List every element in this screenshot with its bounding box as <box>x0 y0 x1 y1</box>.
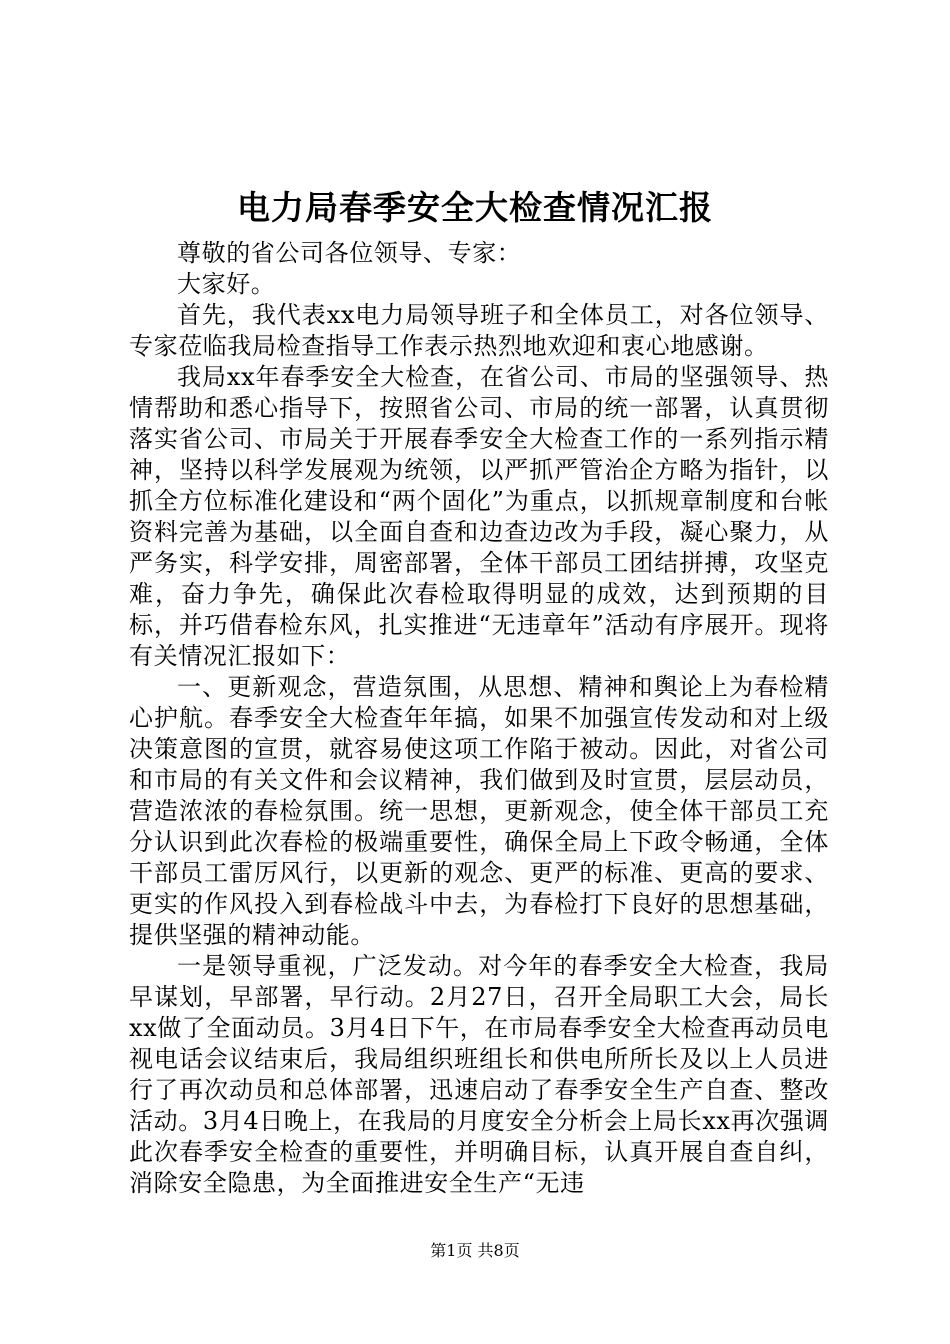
paragraph-section-one: 一、更新观念，营造氛围，从思想、精神和舆论上为春检精心护航。春季安全大检查年年搞，如果不加强宣传发动和对上级决策意图的宣贯，就容易使这项工作陷于被动。因此，对省公司和市局的有关文件和会议精神，我们做到及时宣贯，层层动员，营造浓浓的春检氛围。统一思想，更新观念，使全体干部员工充分认识到此次春检的极端重要性，确保全局上下政令畅通，全体干部员工雷厉风行，以更新的观念、更严的标准、更高的要求、更实的作风投入到春检战斗中去，为春检打下良好的思想基础，提供坚强的精神动能。 <box>129 673 829 949</box>
page-footer: 第1页 共8页 <box>430 1241 520 1260</box>
paragraph-greeting: 大家好。 <box>177 270 276 298</box>
document-body <box>129 238 829 1199</box>
paragraph-leadership: 一是领导重视，广泛发动。对今年的春季安全大检查，我局早谋划，早部署，早行动。2月27日，召开全局职工大会，局长xx做了全面动员。3月4日下午，在市局春季安全大检查再动员电视电话会议结束后，我局组织班组长和供电所所长及以上人员进行了再次动员和总体部署，迅速启动了春季安全生产自查、整改活动。3月4日晚上，在我局的月度安全分析会上局长xx再次强调此次春季安全检查的重要性，并明确目标，认真开展自查自纠，消除安全隐患，为全面推进安全生产“无违 <box>129 952 829 1197</box>
paragraph-overview: 我局xx年春季安全大检查，在省公司、市局的坚强领导、热情帮助和悉心指导下，按照省公司、市局的统一部署，认真贯彻落实省公司、市局关于开展春季安全大检查工作的一系列指示精神，坚持以科学发展观为统领，以严抓严管治企方略为指针，以抓全方位标准化建设和“两个固化”为重点，以抓规章制度和台帐资料完善为基础，以全面自查和边查边改为手段，凝心聚力，从严务实，科学安排，周密部署，全体干部员工团结拼搏，攻坚克难，奋力争先，确保此次春检取得明显的成效，达到预期的目标，并巧借春检东风，扎实推进“无违章年”活动有序展开。现将有关情况汇报如下： <box>129 363 829 670</box>
paragraph-salutation: 尊敬的省公司各位领导、专家： <box>177 239 522 267</box>
paragraph-welcome: 首先，我代表xx电力局领导班子和全体员工，对各位领导、专家莅临我局检查指导工作表示热烈地欢迎和衷心地感谢。 <box>129 301 829 360</box>
document-title: 电力局春季安全大检查情况汇报 <box>237 188 713 227</box>
